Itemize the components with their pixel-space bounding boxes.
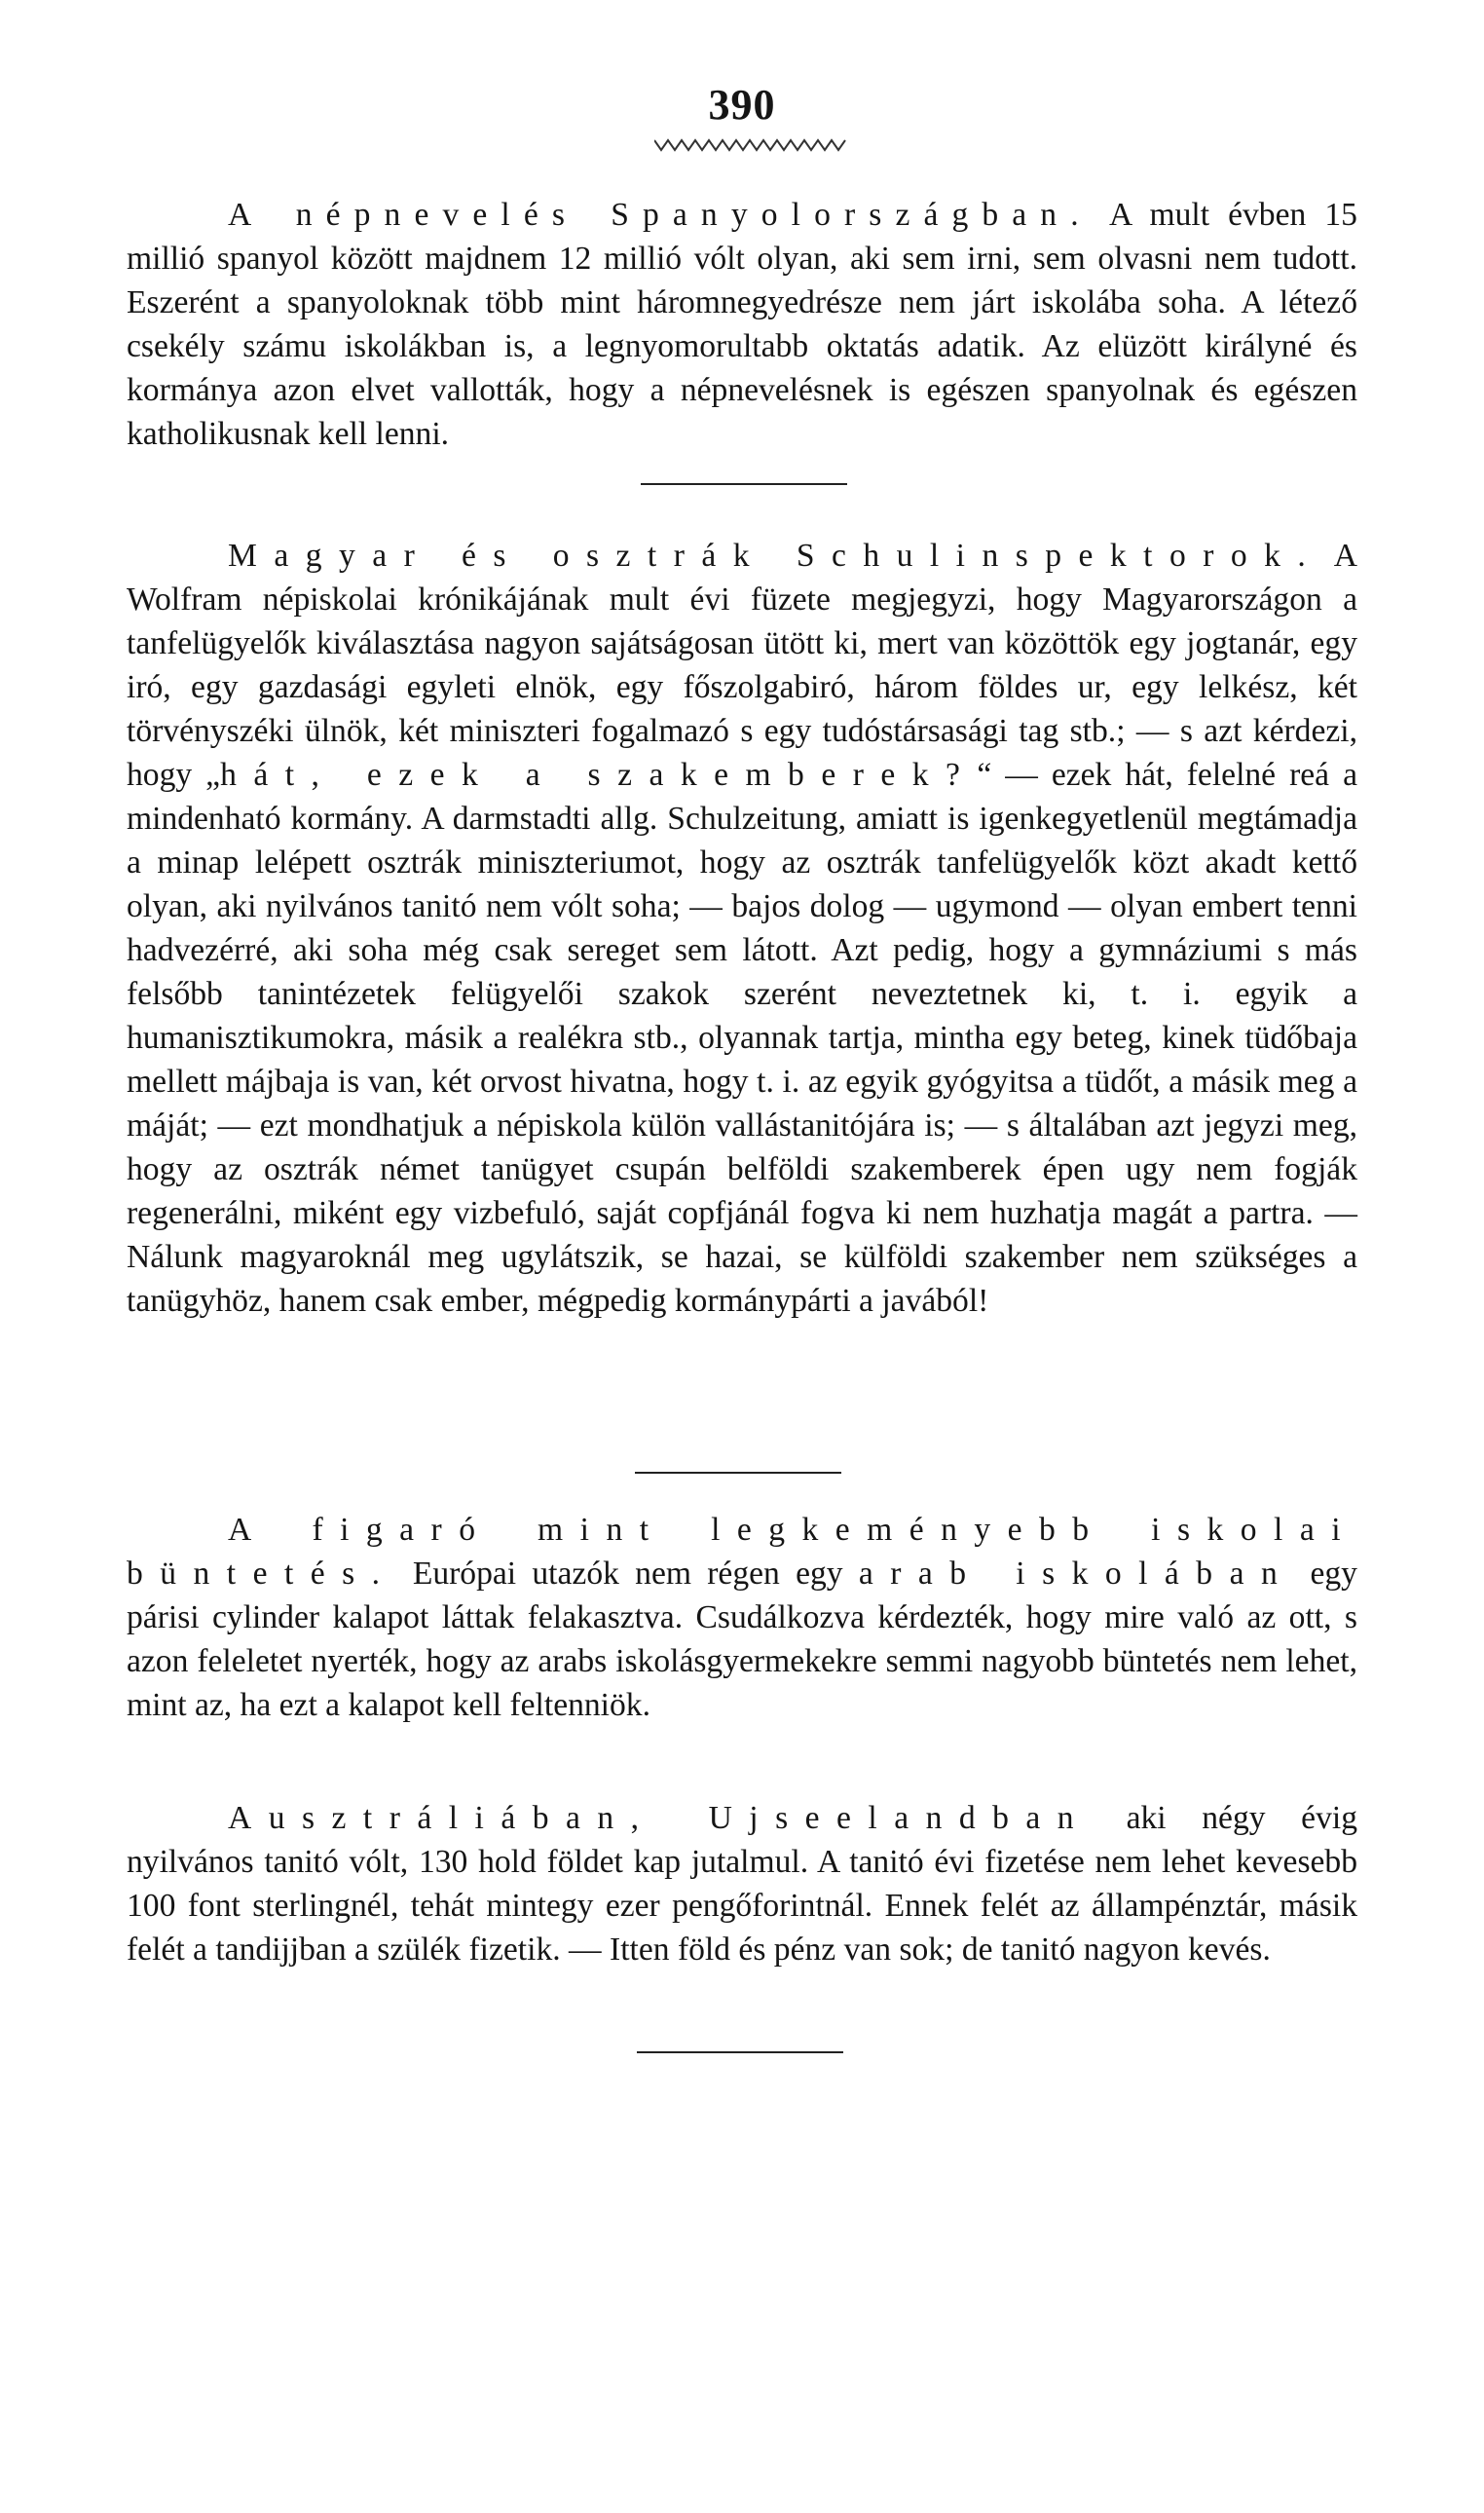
heading-spain: A népnevelés Spanyolországban. — [228, 197, 1093, 233]
paragraph-spain — [127, 193, 1357, 456]
text-figaro-b: egy párisi cylinder kalapot láttak felakasztva. Csudálkozva kérdezték, hogy mire való az ott, s azon feleletet nyerték, hogy az arabs iskolásgyermekekre semmi nagyobb büntetés nem lehet, mint az, ha ezt a kalapot kell feltenniök. — [127, 1556, 1357, 1723]
text-inspectors-b: “ — ezek hát, felelné reá a mindenható kormány. A darmstadti allg. Schulzeitung, amiatt is igenkegyetlenül megtámadja a minap lelépett osztrák miniszteriumot, hogy az osztrák tanfelügyelők közt akadt kettő olyan, aki nyilvános tanitó nem vólt soha; — bajos dolog — ugymond — olyan embert tenni hadvezérré, aki soha még csak sereget sem látott. Azt pedig, hogy a gymnáziumi s más felsőbb tanintézetek felügyelői szakok szerént neveztetnek ki, t. i. egyik a humanisztikumokra, másik a realékra stb., olyannak tartja, mintha egy beteg, kinek tüdőbaja mellett májbaja is van, két orvost hivatna, hogy t. i. az egyik gyógyitsa a tüdőt, a másik meg a máját; — ezt mondhatjuk a népiskola külön vallástanitójára is; — s általában azt jegyzi meg, hogy az osztrák német tanügyet csupán belföldi szakemberek épen ugy nem fogják regenerálni, miként egy vizbefuló, saját copfjánál fogva ki nem huzhatja magát a partra. — Nálunk magyaroknál meg ugylátszik, se hazai, se külföldi szakember nem szükséges a tanügyhöz, hanem csak ember, mégpedig kormánypárti a javából! — [127, 757, 1357, 1319]
text-inspectors-a: A Wolfram népiskolai krónikájának mult évi füzete megjegyzi, hogy Magyarországon a tanfelügyelők kiválasztása nagyon sajátságosan ütött ki, mert van közöttök egy jogtanár, egy iró, egy gazdasági egyleti elnök, egy főszolgabiró, három földes ur, egy lelkész, két törvényszéki ülnök, két miniszteri fogalmazó s egy tudóstársasági tag stb.; — s azt kérdezi, hogy „ — [127, 538, 1357, 793]
text-australia: aki négy évig nyilvános tanitó vólt, 130 hold földet kap jutalmul. A tanitó évi fizetése nem lehet kevesebb 100 font sterlingnél, tehát mintegy ezer pengőforintnál. Ennek felét az állampénztár, másik felét a tandijjban a szülék fizetik. — Itten föld és pénz van sok; de tanitó nagyon kevés. — [127, 1800, 1357, 1968]
heading-australia: Ausztráliában, Ujseelandban — [228, 1800, 1091, 1836]
emphasis-figaro: arab iskolában — [858, 1556, 1295, 1592]
heading-figaro: A figaró mint legkeményebb iskolai büntetés. — [127, 1512, 1357, 1592]
separator-rule — [641, 483, 847, 485]
heading-inspectors: Magyar és osztrák Schulinspektorok. — [228, 538, 1323, 574]
text-spain: A mult évben 15 millió spanyol között majdnem 12 millió vólt olyan, aki sem irni, sem olvasni nem tudott. Eszerént a spanyoloknak több mint háromnegyedrésze nem járt iskolába soha. A létező csekély számu iskolákban is, a legnyomorultabb oktatás adatik. Az elüzött királyné és kormánya azon elvet vallották, hogy a népnevelésnek is egészen spanyolnak és egészen katholikusnak kell lenni. — [127, 197, 1357, 452]
wavy-ornament-icon — [654, 136, 849, 154]
separator-rule — [637, 2051, 843, 2053]
emphasis-inspectors: hát, ezek a szakemberek? — [220, 757, 978, 793]
text-figaro-a: Európai utazók nem régen egy — [396, 1556, 859, 1592]
paragraph-inspectors — [127, 534, 1357, 1323]
separator-rule — [635, 1472, 841, 1474]
paragraph-figaro — [127, 1508, 1357, 1727]
page-number: 390 — [708, 81, 776, 129]
paragraph-australia — [127, 1796, 1357, 1971]
